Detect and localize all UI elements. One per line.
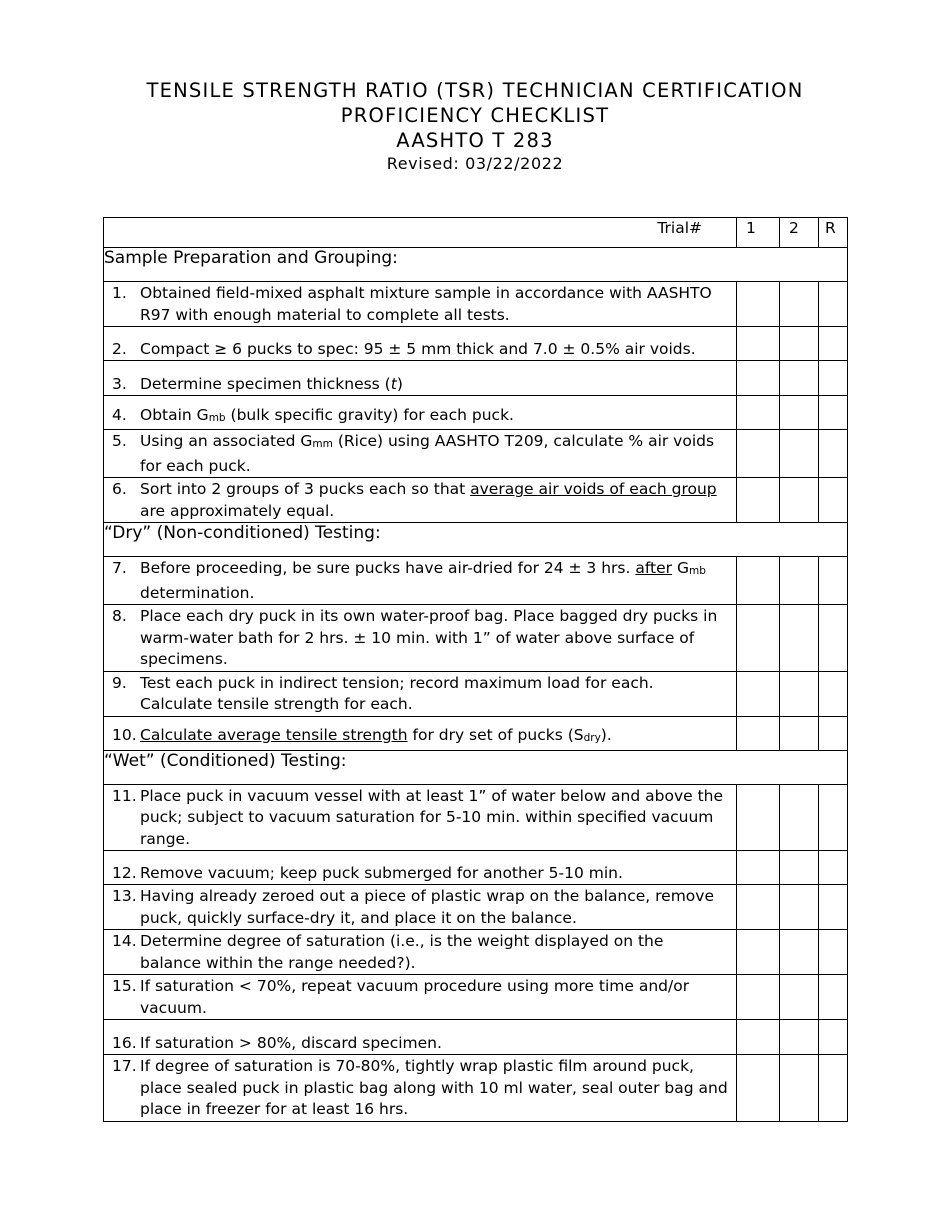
section-header-row (104, 248, 848, 282)
trial-r-checkbox[interactable] (819, 975, 848, 1020)
item-text: If saturation < 70%, repeat vacuum procedure using more time and/or vacuum. (140, 977, 690, 1017)
checklist-row (104, 605, 848, 672)
trial-1-checkbox[interactable] (737, 975, 780, 1020)
item-text: Sort into 2 groups of 3 pucks each so that average air voids of each group are approximately equal. (140, 480, 717, 520)
trial-r-checkbox[interactable] (819, 327, 848, 361)
item-number: 8. (112, 607, 127, 625)
document-title-line-2: PROFICIENCY CHECKLIST (340, 104, 610, 127)
item-text: Obtained field-mixed asphalt mixture sample in accordance with AASHTO R97 with enough material to complete all tests. (140, 284, 712, 324)
trial-r-checkbox[interactable] (819, 671, 848, 716)
section-wet-testing: “Wet” (Conditioned) Testing: (104, 750, 848, 784)
item-number: 7. (112, 559, 127, 577)
trial-1-checkbox[interactable] (737, 327, 780, 361)
item-number: 1. (112, 284, 127, 302)
item-text: Test each puck in indirect tension; record maximum load for each. Calculate tensile strength for each. (140, 673, 654, 713)
item-number: 2. (112, 339, 127, 358)
trial-2-checkbox[interactable] (780, 478, 819, 523)
trial-r-checkbox[interactable] (819, 1020, 848, 1055)
checklist-row (104, 851, 848, 885)
item-text: Before proceeding, be sure pucks have air-dried for 24 ± 3 hrs. after $G_{mb}$ determination. (140, 559, 706, 602)
item-number: 5. (112, 432, 127, 450)
item-text: Determine specimen thickness (t) (140, 374, 403, 393)
trial-r-checkbox[interactable] (819, 478, 848, 523)
item-number: 14. (112, 932, 137, 950)
item-text: Using an associated $G_{mm}$ (Rice) using AASHTO T209, calculate % air voids for each puck. (140, 432, 715, 475)
trial-2-checkbox[interactable] (780, 1055, 819, 1122)
trial-r-checkbox[interactable] (819, 851, 848, 885)
trial-r-checkbox[interactable] (819, 361, 848, 396)
item-number: 9. (112, 673, 127, 692)
checklist-row (104, 975, 848, 1020)
checklist-row (104, 885, 848, 930)
trial-1-checkbox[interactable] (737, 930, 780, 975)
checklist-row (104, 716, 848, 750)
checklist-row (104, 478, 848, 523)
trial-2-checkbox[interactable] (780, 885, 819, 930)
trial-1-checkbox[interactable] (737, 784, 780, 851)
item-number: 15. (112, 977, 137, 995)
trial-2-checkbox[interactable] (780, 557, 819, 605)
item-text: Place each dry puck in its own water-proof bag. Place bagged dry pucks in warm-water bath for 2 hrs. ± 10 min. with 1” of water above surface of specimens. (140, 607, 718, 668)
item-number: 12. (112, 863, 137, 882)
item-number: 16. (112, 1033, 137, 1052)
trial-2-checkbox[interactable] (780, 1020, 819, 1055)
trial-1-checkbox[interactable] (737, 671, 780, 716)
trial-2-checkbox[interactable] (780, 327, 819, 361)
trial-1-checkbox[interactable] (737, 361, 780, 396)
trial-r-checkbox[interactable] (819, 784, 848, 851)
checklist-row (104, 930, 848, 975)
trial-1-checkbox[interactable] (737, 396, 780, 430)
trial-2-checkbox[interactable] (780, 396, 819, 430)
checklist-row (104, 1020, 848, 1055)
trial-r-checkbox[interactable] (819, 557, 848, 605)
item-text: If saturation > 80%, discard specimen. (140, 1033, 442, 1052)
item-number: 10. (112, 726, 137, 744)
trial-2-checkbox[interactable] (780, 851, 819, 885)
trial-r-checkbox[interactable] (819, 885, 848, 930)
checklist-row (104, 430, 848, 478)
checklist-row (104, 557, 848, 605)
section-sample-preparation: Sample Preparation and Grouping: (104, 248, 848, 282)
trial-2-checkbox[interactable] (780, 282, 819, 327)
item-text: Having already zeroed out a piece of plastic wrap on the balance, remove puck, quickly surface-dry it, and place it on the balance. (140, 887, 714, 927)
item-text: Obtain $G_{mb}$ (bulk specific gravity) for each puck. (140, 405, 514, 424)
item-number: 6. (112, 480, 127, 498)
trial-2-checkbox[interactable] (780, 671, 819, 716)
revised-date: Revised: 03/22/2022 (386, 154, 564, 173)
trial-column-r: R (819, 218, 848, 248)
trial-2-checkbox[interactable] (780, 430, 819, 478)
trial-1-checkbox[interactable] (737, 1020, 780, 1055)
trial-1-checkbox[interactable] (737, 282, 780, 327)
item-text: If degree of saturation is 70-80%, tightly wrap plastic film around puck, place sealed puck in plastic bag along with 10 ml water, seal outer bag and place in freezer for at least 16 hrs. (140, 1057, 728, 1118)
trial-r-checkbox[interactable] (819, 1055, 848, 1122)
document-title-line-3: AASHTO T 283 (396, 129, 554, 152)
trial-r-checkbox[interactable] (819, 282, 848, 327)
section-header-row (104, 750, 848, 784)
trial-1-checkbox[interactable] (737, 430, 780, 478)
item-number: 4. (112, 405, 127, 424)
trial-header-row (104, 218, 848, 248)
trial-2-checkbox[interactable] (780, 605, 819, 672)
checklist-row (104, 327, 848, 361)
trial-1-checkbox[interactable] (737, 1055, 780, 1122)
trial-2-checkbox[interactable] (780, 716, 819, 750)
item-text: Remove vacuum; keep puck submerged for another 5-10 min. (140, 863, 623, 882)
item-number: 11. (112, 786, 137, 805)
trial-column-2: 2 (780, 218, 819, 248)
trial-label: Trial# (104, 218, 737, 248)
trial-column-1: 1 (737, 218, 780, 248)
item-number: 13. (112, 887, 137, 905)
proficiency-checklist-table (103, 217, 848, 1122)
item-text: Calculate average tensile strength for dry set of pucks $(S_{dry})$. (140, 726, 612, 744)
trial-r-checkbox[interactable] (819, 396, 848, 430)
trial-1-checkbox[interactable] (737, 557, 780, 605)
item-text: Compact ≥ 6 pucks to spec: 95 ± 5 mm thick and 7.0 ± 0.5% air voids. (140, 339, 696, 358)
trial-1-checkbox[interactable] (737, 605, 780, 672)
trial-1-checkbox[interactable] (737, 478, 780, 523)
trial-r-checkbox[interactable] (819, 930, 848, 975)
checklist-row (104, 361, 848, 396)
checklist-row (104, 671, 848, 716)
item-number: 17. (112, 1057, 137, 1075)
trial-r-checkbox[interactable] (819, 605, 848, 672)
trial-2-checkbox[interactable] (780, 784, 819, 851)
trial-2-checkbox[interactable] (780, 361, 819, 396)
section-dry-testing: “Dry” (Non-conditioned) Testing: (104, 523, 848, 557)
checklist-row (104, 396, 848, 430)
trial-1-checkbox[interactable] (737, 851, 780, 885)
checklist-row (104, 1055, 848, 1122)
item-text: Place puck in vacuum vessel with at least 1” of water below and above the puck; subject to vacuum saturation for 5-10 min. within specified vacuum range. (140, 786, 724, 848)
trial-2-checkbox[interactable] (780, 975, 819, 1020)
trial-1-checkbox[interactable] (737, 885, 780, 930)
item-text: Determine degree of saturation (i.e., is the weight displayed on the balance within the range needed?). (140, 932, 664, 972)
trial-2-checkbox[interactable] (780, 930, 819, 975)
trial-1-checkbox[interactable] (737, 716, 780, 750)
checklist-row (104, 282, 848, 327)
checklist-row (104, 784, 848, 851)
trial-r-checkbox[interactable] (819, 716, 848, 750)
section-header-row (104, 523, 848, 557)
document-title-line-1: TENSILE STRENGTH RATIO (TSR) TECHNICIAN CERTIFICATION (146, 79, 804, 102)
item-number: 3. (112, 374, 127, 393)
trial-r-checkbox[interactable] (819, 430, 848, 478)
